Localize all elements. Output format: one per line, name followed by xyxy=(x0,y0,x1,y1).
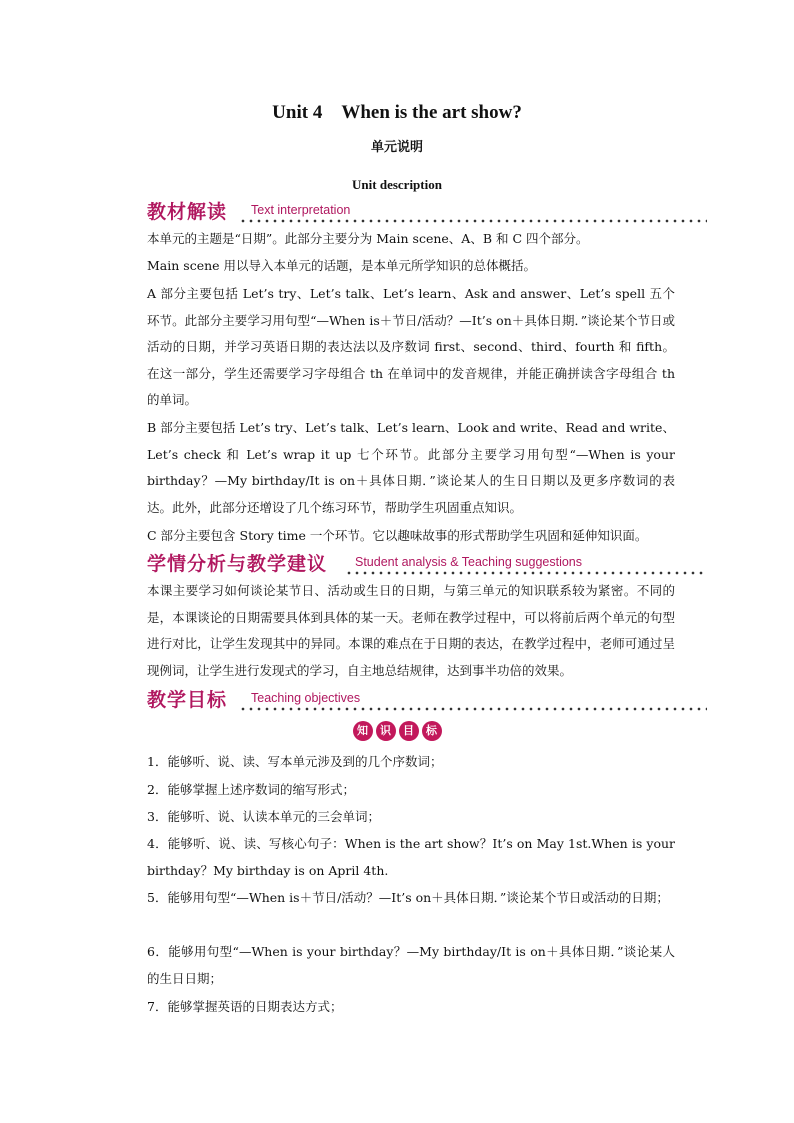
unit-subtitle-en: Unit description xyxy=(352,177,442,192)
section-heading-student-analysis xyxy=(147,550,707,578)
section-heading-en: Text interpretation xyxy=(251,203,351,217)
badge-char: 识 xyxy=(376,721,396,741)
section-heading-en: Student analysis & Teaching suggestions xyxy=(355,555,583,569)
objective-item: 1．能够听、说、读、写本单元涉及到的几个序数词； xyxy=(147,754,443,769)
knowledge-objectives-badge xyxy=(0,719,794,741)
paragraph: 本课主要学习如何谈论某节日、活动或生日的日期，与第三单元的知识联系较为紧密。不同的是，本课谈论的日期需要具体到具体的某一天。老师在教学过程中，可以将前后两个单元的句型进行对比，让学生发现其中的异同。本课的难点在于日期的表达，在教学过程中，老师可通过呈现例词，让学生进行发现式的学习，自主地总结规律，达到事半功倍的效果。 xyxy=(147,583,675,678)
badge-char: 知 xyxy=(353,721,373,741)
section-heading-cn: 学情分析与教学建议 xyxy=(147,553,328,575)
unit-subtitle: 单元说明 xyxy=(370,140,423,155)
section-heading-teaching-objectives xyxy=(147,686,707,714)
section-heading-text-interpretation xyxy=(147,198,707,226)
paragraph: Main scene 用以导入本单元的话题，是本单元所学知识的总体概括。 xyxy=(147,258,537,273)
section-heading-cn: 教学目标 xyxy=(147,689,228,711)
paragraph: B 部分主要包括 Let’s try、Let’s talk、Let’s learn、Look and write、Read and write、Let’s check 和 Let’s wrap it up 七个环节。此部分主要学习用句型“—When is your birthday？—My birthday/It is on＋具体日期．”谈论某人的生日日期以及更多序数词的表达。此外，此部分还增设了几个练习环节，帮助学生巩固重点知识。 xyxy=(147,420,675,515)
objective-item: 7．能够掌握英语的日期表达方式； xyxy=(147,999,343,1014)
badge-char: 标 xyxy=(422,721,442,741)
objective-item: 4．能够听、说、读、写核心句子：When is the art show？It’s on May 1st.When is your birthday？My birthday is on April 4th. xyxy=(147,836,675,878)
badge-char: 目 xyxy=(399,721,419,741)
paragraph: 本单元的主题是“日期”。此部分主要分为 Main scene、A、B 和 C 四个部分。 xyxy=(147,231,589,246)
objective-item: 6．能够用句型“—When is your birthday？—My birthday/It is on＋具体日期．”谈论某人的生日日期； xyxy=(147,944,675,986)
objective-item: 5．能够用句型“—When is＋节日/活动？—It’s on＋具体日期．”谈论某个节日或活动的日期； xyxy=(147,890,669,905)
dotted-divider xyxy=(239,707,707,711)
unit-title: Unit 4 When is the art show? xyxy=(272,102,522,123)
objective-item: 3．能够听、说、认读本单元的三会单词； xyxy=(147,809,380,824)
paragraph: A 部分主要包括 Let’s try、Let’s talk、Let’s learn、Ask and answer、Let’s spell 五个环节。此部分主要学习用句型“—When is＋节日/活动？—It’s on＋具体日期．”谈论某个节日或活动的日期，并学习英语日期的表达法以及序数词 first、second、third、fourth 和 fifth。在这一部分，学生还需要学习字母组合 th 在单词中的发音规律，并能正确拼读含字母组合 th 的单词。 xyxy=(147,286,675,407)
section-heading-cn: 教材解读 xyxy=(147,201,228,223)
objective-item: 2．能够掌握上述序数词的缩写形式； xyxy=(147,782,355,797)
section-heading-en: Teaching objectives xyxy=(251,691,361,705)
dotted-divider xyxy=(345,571,707,575)
paragraph: C 部分主要包含 Story time 一个环节。它以趣味故事的形式帮助学生巩固和延伸知识面。 xyxy=(147,528,648,543)
dotted-divider xyxy=(239,219,707,223)
